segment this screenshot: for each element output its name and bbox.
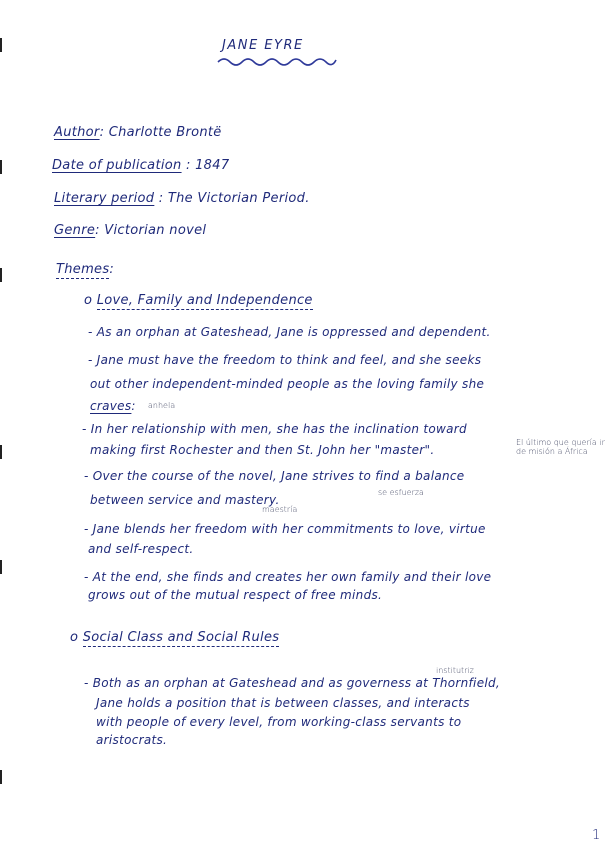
binder-mark — [0, 268, 2, 282]
bullet-line: and self-respect. — [88, 542, 194, 556]
author-line: Author: Charlotte Brontë — [54, 125, 222, 140]
bullet-line-with-note: craves: — [90, 399, 136, 413]
author-label: Author — [54, 125, 100, 140]
bullet-line: aristocrats. — [96, 733, 168, 747]
publication-value: 1847 — [195, 158, 230, 173]
bullet-line: - In her relationship with men, she has the inclination toward — [82, 422, 467, 436]
page-number: 1 — [592, 828, 601, 843]
author-value: Charlotte Brontë — [108, 125, 222, 140]
section-heading: o Social Class and Social Rules — [70, 630, 280, 645]
period-value: The Victorian Period. — [167, 191, 310, 206]
bullet-line: - Jane blends her freedom with her commitments to love, virtue — [84, 522, 486, 536]
binder-mark — [0, 160, 2, 174]
genre-label: Genre — [54, 223, 96, 238]
binder-mark — [0, 560, 2, 574]
margin-note: anhela — [148, 401, 176, 410]
binder-mark — [0, 38, 2, 52]
genre-line: Genre: Victorian novel — [54, 223, 207, 238]
period-label: Literary period — [54, 191, 155, 206]
margin-note: El último que quería ir de misión a África — [516, 438, 605, 456]
bullet-line: out other independent-minded people as the loving family she — [90, 377, 485, 391]
binder-mark — [0, 770, 2, 784]
page-title: JANE EYRE — [222, 38, 304, 53]
period-line: Literary period : The Victorian Period. — [54, 191, 310, 206]
themes-heading: Themes: — [56, 262, 115, 277]
publication-line: Date of publication : 1847 — [52, 158, 230, 173]
section-heading: o Love, Family and Independence — [84, 293, 313, 308]
publication-label: Date of publication — [52, 158, 182, 173]
margin-note: maestría — [262, 505, 298, 514]
margin-note: se esfuerza — [378, 488, 424, 497]
title-squiggle — [216, 54, 338, 68]
bullet-line: between service and mastery. — [90, 493, 280, 507]
bullet-line: grows out of the mutual respect of free minds. — [88, 588, 383, 602]
bullet-line: Jane holds a position that is between classes, and interacts — [96, 696, 470, 710]
bullet-line: - As an orphan at Gateshead, Jane is oppressed and dependent. — [88, 325, 491, 339]
bullet-line: - Over the course of the novel, Jane strives to find a balance — [84, 469, 465, 483]
binder-mark — [0, 445, 2, 459]
bullet-line: - Jane must have the freedom to think and feel, and she seeks — [88, 353, 482, 367]
genre-value: Victorian novel — [104, 223, 207, 238]
bullet-line: with people of every level, from working-class servants to — [96, 715, 462, 729]
bullet-line: - At the end, she finds and creates her own family and their love — [84, 570, 492, 584]
bullet-line: - Both as an orphan at Gateshead and as governess at Thornfield, — [84, 676, 501, 690]
margin-note: institutriz — [436, 666, 474, 675]
bullet-line: making first Rochester and then St. John her "master". — [90, 443, 435, 457]
